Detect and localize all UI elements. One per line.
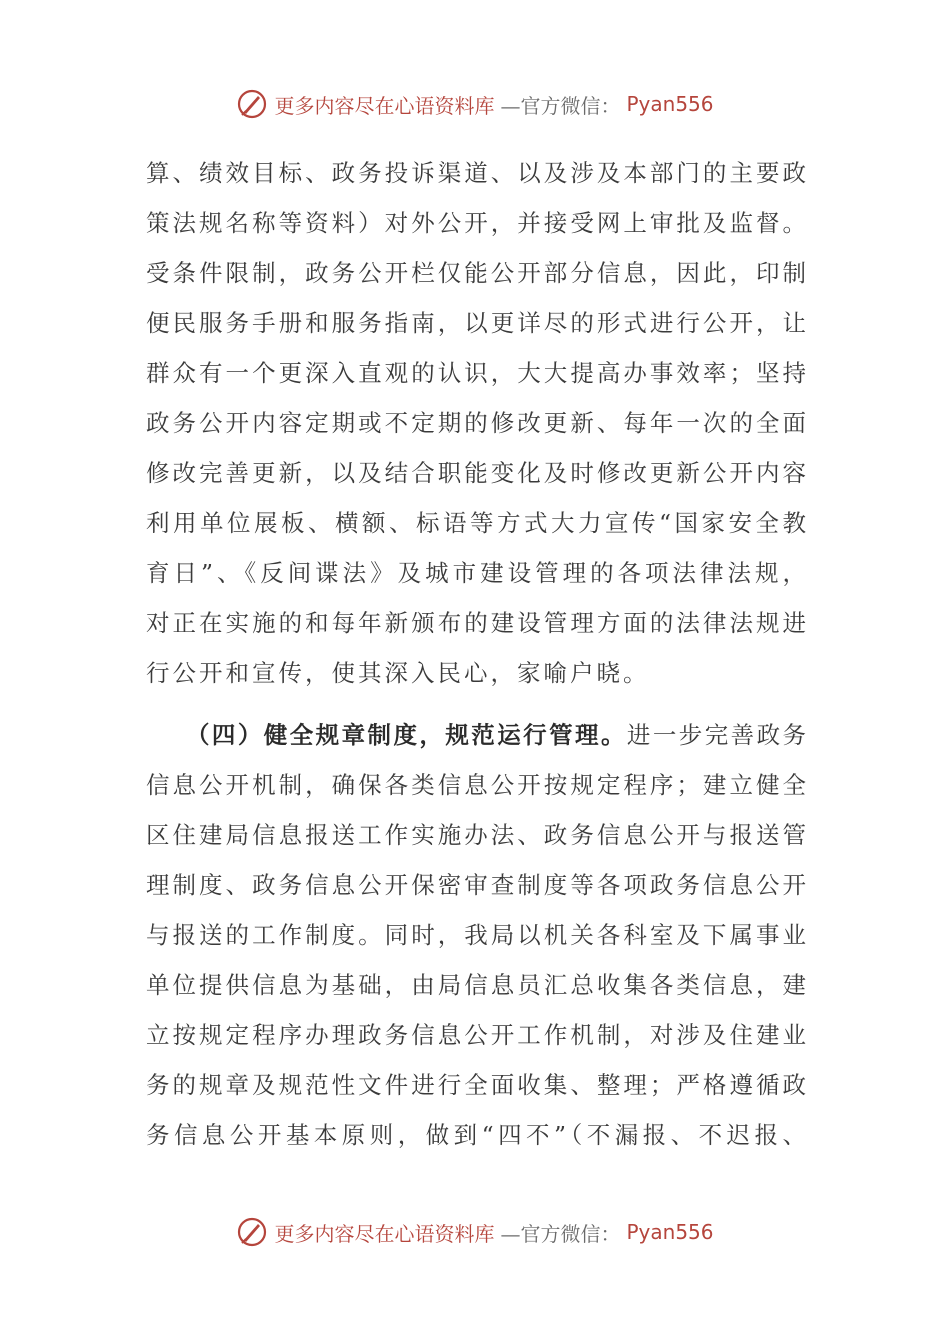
- quill-pen-logo-icon: [236, 1216, 268, 1248]
- paragraph-2: [146, 710, 806, 1160]
- text-line: 育日”、《反间谍法》及城市建设管理的各项法律法规，: [146, 559, 806, 587]
- paragraph-2-first-line: [146, 710, 806, 760]
- text-line: 信息公开机制，确保各类信息公开按规定程序；建立健全: [146, 771, 806, 799]
- section-heading: （四）健全规章制度，规范运行管理。: [186, 721, 627, 749]
- text-line: 单位提供信息为基础，由局信息员汇总收集各类信息，建: [146, 971, 806, 999]
- text-line: 区住建局信息报送工作实施办法、政务信息公开与报送管: [146, 821, 806, 849]
- text-line: 策法规名称等资料）对外公开，并接受网上审批及监督。: [146, 209, 806, 237]
- text-line: 修改完善更新，以及结合职能变化及时修改更新公开内容: [146, 459, 806, 487]
- text-line: 算、绩效目标、政务投诉渠道、以及涉及本部门的主要政: [146, 159, 806, 187]
- text-line: 便民服务手册和服务指南，以更详尽的形式进行公开，让: [146, 309, 806, 337]
- text-line: 受条件限制，政务公开栏仅能公开部分信息，因此，印制: [146, 259, 806, 287]
- watermark-wechat-label: —官方微信：: [500, 1221, 621, 1246]
- text-line: 立按规定程序办理政务信息公开工作机制，对涉及住建业: [146, 1021, 806, 1049]
- text-line: 利用单位展板、横额、标语等方式大力宣传“国家安全教: [146, 509, 806, 537]
- text-line: 行公开和宣传，使其深入民心，家喻户晓。: [146, 659, 650, 687]
- watermark-wechat-id: Pyan556: [626, 1220, 714, 1244]
- header-watermark: [0, 84, 950, 124]
- text-line: 理制度、政务信息公开保密审查制度等各项政务信息公开: [146, 871, 806, 899]
- text-line: 与报送的工作制度。同时，我局以机关各科室及下属事业: [146, 921, 806, 949]
- text-fragment: 进一步完善政务: [626, 721, 806, 749]
- watermark-site-text: 更多内容尽在心语资料库: [274, 93, 495, 118]
- watermark-site-text: 更多内容尽在心语资料库: [274, 1221, 495, 1246]
- footer-watermark: [0, 1212, 950, 1252]
- watermark-wechat-id: Pyan556: [626, 92, 714, 116]
- text-line: 群众有一个更深入直观的认识，大大提高办事效率；坚持: [146, 359, 806, 387]
- text-line: 对正在实施的和每年新颁布的建设管理方面的法律法规进: [146, 609, 806, 637]
- text-line: 务的规章及规范性文件进行全面收集、整理；严格遵循政: [146, 1071, 806, 1099]
- document-body: [146, 148, 806, 1160]
- text-line: 务信息公开基本原则，做到“四不”（不漏报、不迟报、: [146, 1121, 806, 1149]
- watermark-wechat-label: —官方微信：: [500, 93, 621, 118]
- paragraph-1: [146, 148, 806, 698]
- quill-pen-logo-icon: [236, 88, 268, 120]
- text-line: 政务公开内容定期或不定期的修改更新、每年一次的全面: [146, 409, 806, 437]
